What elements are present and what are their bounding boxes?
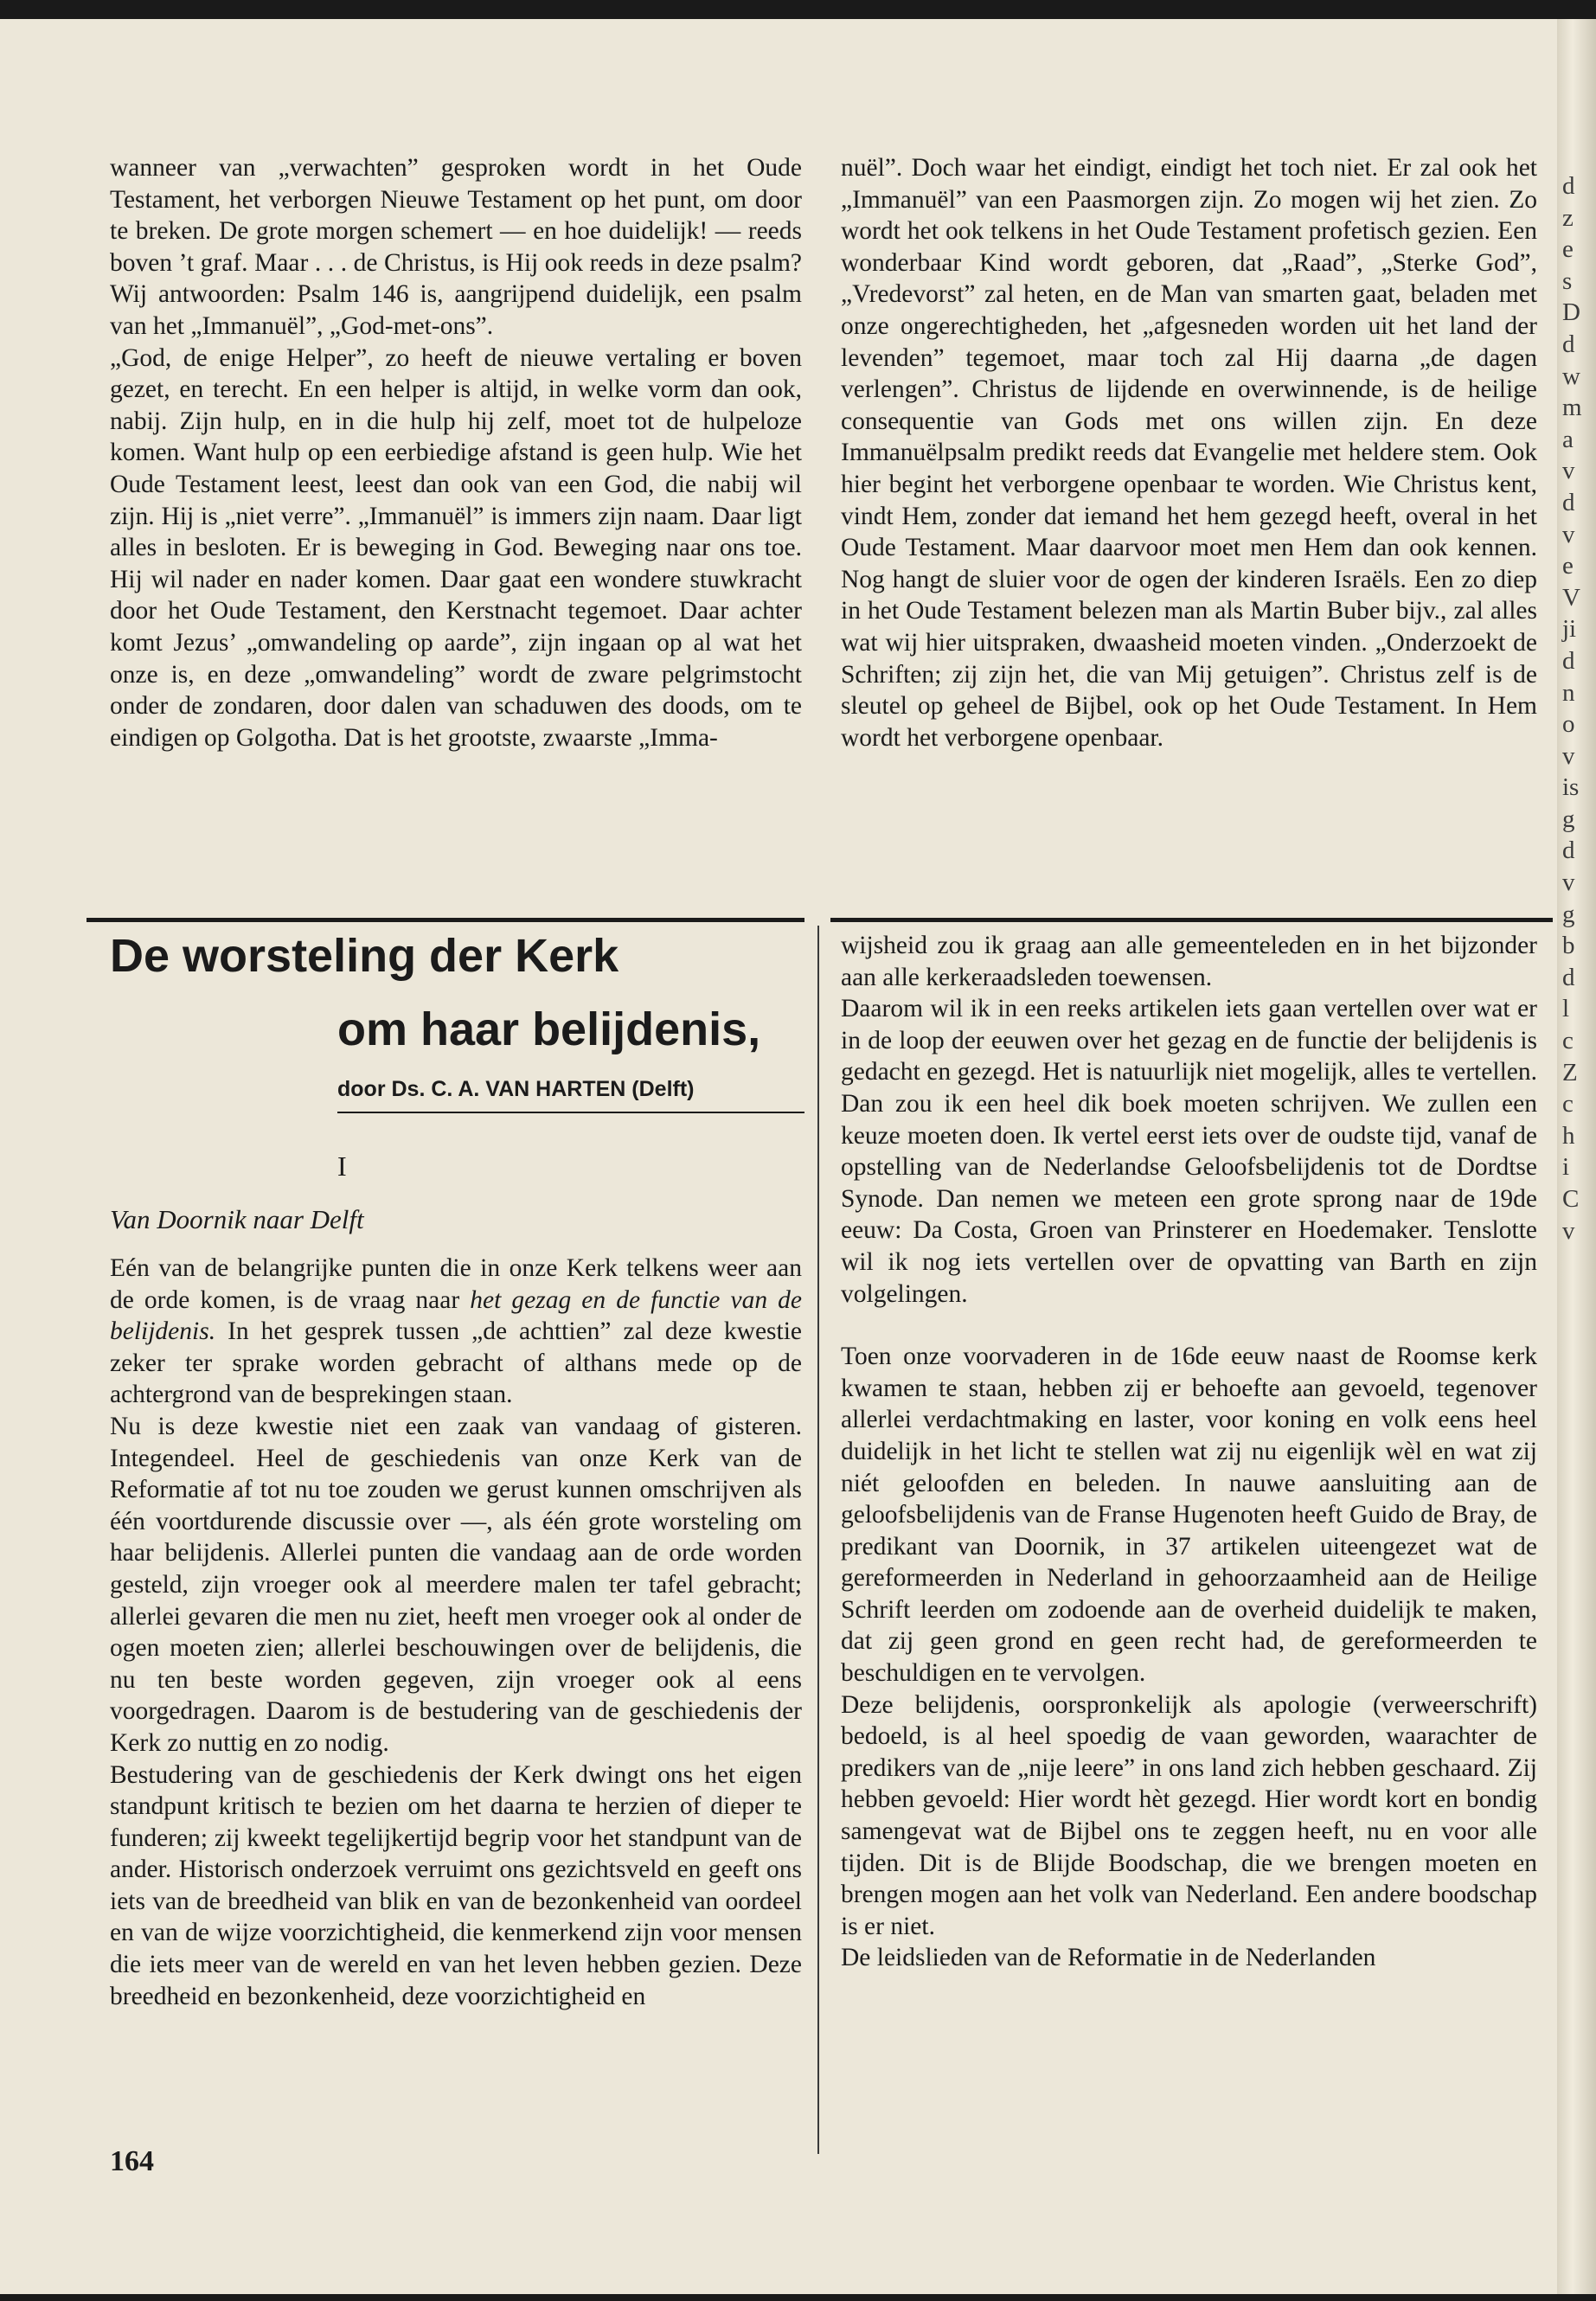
paragraph: Deze belijdenis, oorspronkelijk als apologie (verweerschrift) bedoeld, is al heel spoedig de vaan geworden, waarachter de predikers van de „nije leere” in ons land zich hebben geschaard. Zij hebben gevoeld: Hier wordt hèt gezegd. Hier wordt kort en bondig samengevat wat de Bijbel ons te zeggen heeft, nu en voor alle tijden. Dit is de Blijde Boodschap, die we brengen moeten en brengen mogen aan het volk van Nederland. Een andere boodschap is er niet. [841,1690,1537,1940]
adjacent-page-letters: d z e s D d w m a v d v e V ji d n o v is g d v g b d l c Z c h i C v [1562,172,1582,1245]
text-run: geloofden en beleden. In nauwe aansluiting aan de geloofsbelijdenis van de Franse Hugenoten heeft Guido de Bray, de predikant van Doornik, in 37 artikelen uiteengezet wat de gereformeerden in Nederland in gehoorzaamheid aan de Heilige Schrift leerden om zodoende aan de overheid duidelijk te maken, dat zij geen grond en geen recht had, de gereformeerden te beschuldigen en te vervolgen. [841,1469,1537,1688]
emphasis: niét [841,1469,880,1497]
paragraph: Nu is deze kwestie niet een zaak van vandaag of gisteren. Integendeel. Heel de geschiedenis van onze Kerk van de Reformatie af tot nu toe zouden we gerust kunnen omschrijven als één voortdurende discussie over —, als één grote worsteling om haar belijdenis. Allerlei punten die vandaag aan de orde worden gesteld, zijn vroeger ook al meerdere malen ter tafel gebracht; allerlei gevaren die men nu ziet, heeft men vroeger ook al onder de ogen moeten zien; allerlei beschouwingen over de belijdenis, die nu ten beste worden gegeven, zijn vroeger ook al eens voorgedragen. Daarom is de bestudering van de geschiedenis der Kerk zo nuttig en zo nodig. [110,1412,802,1757]
scan-bottom-border [0,2294,1596,2301]
emphasis: het gezag en de functie van de belijdenis. [110,1285,802,1346]
section-divider-rule [830,918,1553,922]
article-title-line-2: om haar belijdenis, [337,1003,761,1055]
paragraph: Daarom wil ik in een reeks artikelen iets gaan vertellen over wat er in de loop der eeuwen over het gezag en de functie der belijdenis is gedacht en gezegd. Het is natuurlijk niet mogelijk, alles te vertellen. Dan zou ik een heel dik boek moeten schrijven. We zullen een keuze moeten doen. Ik vertel eerst iets over de oudste tijd, vanaf de opstelling van de Nederlandse Geloofsbelijdenis tot de Dordtse Synode. Dan nemen we meteen een grote sprong naar de 19de eeuw: Da Costa, Groen van Prinsterer en Hoedemaker. Tenslotte wil ik nog iets vertellen over de opvatting van Barth en zijn volgelingen. [841,995,1537,1308]
emphasis: wèl [1385,1437,1423,1465]
page-number: 164 [110,2145,154,2177]
section-divider-rule [87,918,804,922]
section-heading: Van Doornik naar Delft [110,1204,364,1234]
top-right-column [841,152,1537,753]
article-title-line-1: De worsteling der Kerk [110,930,619,982]
paragraph-gap [841,1310,1537,1341]
scan-top-border [0,0,1596,19]
paragraph: nuël”. Doch waar het eindigt, eindigt het toch niet. Er zal ook het „Immanuël” van een Paasmorgen zijn. Zo mogen wij het zien. Zo wordt het ook telkens in het Oude Testament profetisch gezien. Een wonderbaar Kind wordt geboren, dat „Raad”, „Sterke God”, „Vredevorst” zal heten, en de Man van smarten gaat, beladen met onze ongerechtigheden, het „afgesneden worden uit het land der levenden” tegemoet, maar toch zal Hij daarna „de dagen verlengen”. Christus de lijdende en overwinnende, is de heilige consequentie van Gods met ons willen zijn. En deze Immanuëlpsalm predikt reeds dat Evangelie met heldere stem. Ook hier begint het verborgene openbaar te worden. Wie Christus kent, vindt Hem, zonder dat iemand het hem gezegd heeft, overal in het Oude Testament. Maar daarvoor moet men Hem dan ook kennen. Nog hangt de sluier voor de ogen der kinderen Israëls. Een zo diep in het Oude Testament belezen man als Martin Buber bijv., zal alles wat wij hier uitspraken, dwaasheid moeten vinden. „Onderzoekt de Schriften; zij zijn het, die van Mij getuigen”. Christus zelf is de sleutel op geheel de Bijbel, ook op het Oude Testament. In Hem wordt het verborgene openbaar. [841,154,1537,752]
adjacent-page-edge [1557,19,1596,2294]
paragraph [110,1253,802,1411]
paragraph [841,1341,1537,1689]
column-divider [817,926,819,2154]
text-run: In het gesprek tussen „de achttien” zal deze kwestie zeker ter sprake worden gebracht of althans mede op de achtergrond van de besprekingen staan. [110,1317,802,1409]
article-left-column [110,1253,802,2012]
paragraph: De leidslieden van de Reformatie in de Nederlanden [841,1944,1376,1972]
top-left-column [110,152,802,753]
text-run: Eén van de belangrijke punten die in onze Kerk telkens weer aan de orde komen, is de vraag naar [110,1254,802,1314]
paragraph: Bestudering van de geschiedenis der Kerk dwingt ons het eigen standpunt kritisch te bezien om het daarna te herzien of dieper te funderen; zij kweekt tegelijkertijd begrip voor het standpunt van de ander. Historisch onderzoek verruimt ons gezichtsveld en geeft ons iets van de breedheid van blik en van de bezonkenheid van oordeel en van de wijze voorzichtigheid, die kenmerkend zijn voor mensen die iets meer van de wereld en van het leven hebben gezien. Deze breedheid en bezonkenheid, deze voorzichtigheid en [110,1760,802,2010]
article-right-column [841,930,1537,1974]
paragraph: „God, de enige Helper”, zo heeft de nieuwe vertaling er boven gezet, en terecht. En een helper is altijd, in welke vorm dan ook, nabij. Zijn hulp, en in die hulp hij zelf, moet tot de hulpeloze komen. Want hulp op een eerbiedige afstand is geen hulp. Wie het Oude Testament leest, leest dan ook van een God, die nabij wil zijn. Hij is „niet verre”. „Immanuël” is immers zijn naam. Daar ligt alles in besloten. Er is beweging in God. Beweging naar ons toe. Hij wil nader en nader komen. Daar gaat een wondere stuwkracht door het Oude Testament, den Kerstnacht tegemoet. Daar achter komt Jezus’ „omwandeling op aarde”, zijn ingaan op al wat het onze is, en deze „omwandeling” wordt de zware pelgrimstocht onder de zondaren, door dalen van schaduwen des doods, om te eindigen op Golgotha. Dat is het grootste, zwaarste „Imma- [110,343,802,752]
byline-rule [337,1112,804,1113]
article-byline: door Ds. C. A. VAN HARTEN (Delft) [337,1077,695,1101]
paragraph: wijsheid zou ik graag aan alle gemeenteleden en in het bijzonder aan alle kerkeraadsleden toewensen. [841,932,1537,991]
text-run: Toen onze voorvaderen in de 16de eeuw naast de Roomse kerk kwamen te staan, hebben zij er behoefte aan gevoeld, tegenover allerlei verdachtmaking en laster, voor koning en volk eens heel duidelijk in het licht te stellen wat zij nu eigenlijk [841,1343,1537,1465]
text-run: en wat zij [1422,1437,1537,1465]
part-number: I [337,1150,347,1182]
paragraph: wanneer van „verwachten” gesproken wordt in het Oude Testament, het verborgen Nieuwe Testament op het punt, om door te breken. De grote morgen schemert — en hoe duidelijk! — reeds boven ’t graf. Maar . . . de Christus, is Hij ook reeds in deze psalm? Wij antwoorden: Psalm 146 is, aangrijpend duidelijk, een psalm van het „Immanuël”, „God-met-ons”. [110,154,802,340]
